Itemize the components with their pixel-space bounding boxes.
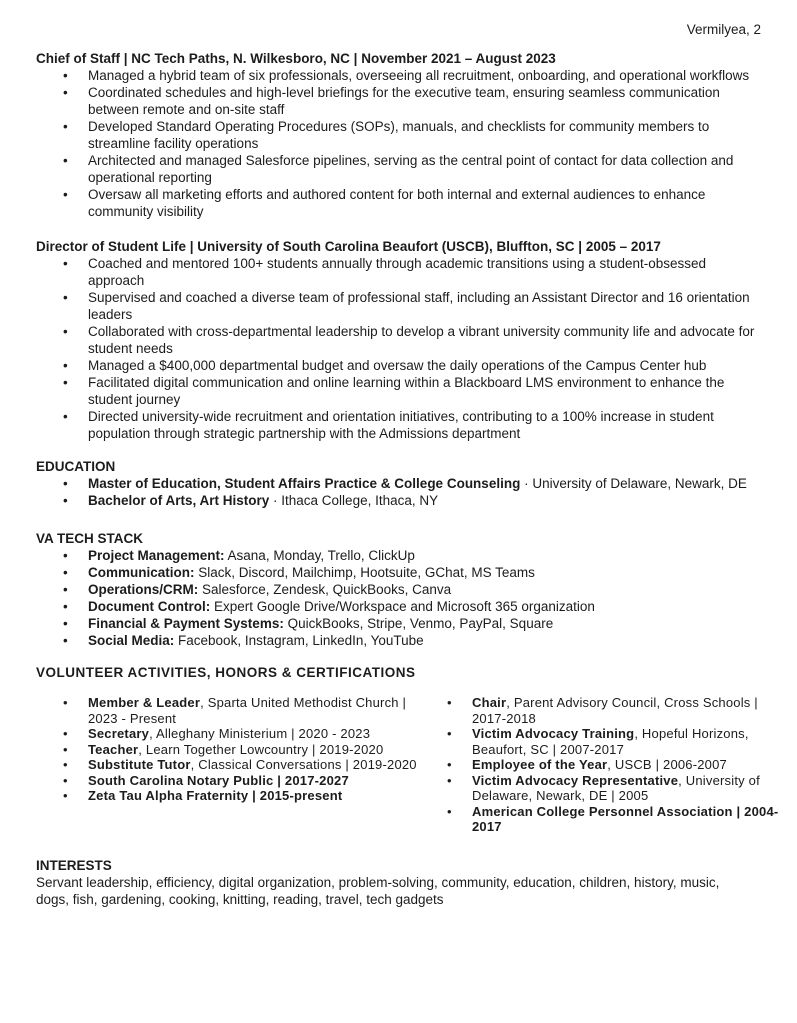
list-item (36, 615, 761, 632)
bullet-text: Developed Standard Operating Procedures (SOPs), manuals, and checklists for community members to streamline facility operations (88, 119, 710, 151)
bullet-text: Coordinated schedules and high-level briefings for the executive team, ensuring seamless communication between remote and on-site staff (88, 85, 720, 117)
list-item (36, 726, 420, 742)
bullet-icon (63, 615, 68, 632)
tech-category: Document Control: (88, 599, 211, 614)
role-detail: , Learn Together Lowcountry | 2019-2020 (138, 741, 384, 757)
list-item (36, 84, 761, 118)
list-item (36, 408, 761, 442)
tech-category: Operations/CRM: (88, 582, 199, 597)
section-heading-interests: INTERESTS (36, 857, 112, 873)
bullet-icon (63, 67, 68, 84)
tech-category: Project Management: (88, 548, 225, 563)
bullet-text: Directed university-wide recruitment and orientation initiatives, contributing to a 100% increase in student population through strategic partnership with the Admissions department (88, 409, 714, 441)
tech-category: Social Media: (88, 633, 175, 648)
role-detail: , Parent Advisory Council, Cross Schools | 2017-2018 (472, 695, 758, 726)
list-item (420, 773, 787, 804)
list-item (36, 695, 420, 726)
list-item (36, 67, 761, 84)
section-heading-education: EDUCATION (36, 459, 116, 474)
bullet-icon (63, 695, 68, 711)
list-item (36, 564, 761, 581)
tech-tools: Slack, Discord, Mailchimp, Hootsuite, GChat, MS Teams (194, 565, 535, 580)
bullet-icon (63, 186, 68, 203)
bullet-icon (63, 726, 68, 742)
role-name: Secretary (88, 726, 150, 741)
role-detail: , Sparta United Methodist Church | 2023 - Present (88, 695, 407, 726)
list-item (36, 118, 761, 152)
list-item (36, 773, 420, 789)
experience-entry-director-student-life (36, 238, 761, 442)
list-item (36, 255, 761, 289)
volunteer-section (36, 664, 779, 835)
bullet-icon (63, 757, 68, 773)
volunteer-left-column (36, 695, 420, 835)
list-item (36, 289, 761, 323)
list-item (36, 152, 761, 186)
bullet-icon (447, 773, 452, 789)
tech-stack-list (36, 547, 761, 649)
experience-entry-chief-of-staff (36, 50, 761, 220)
bullet-text: Supervised and coached a diverse team of professional staff, including an Assistant Director and 16 orientation leaders (88, 290, 750, 322)
degree-detail: · Ithaca College, Ithaca, NY (269, 493, 439, 508)
volunteer-two-column-list (36, 695, 787, 835)
list-item (36, 475, 761, 492)
list-item (36, 757, 420, 773)
list-item (36, 357, 761, 374)
bullet-text: Architected and managed Salesforce pipelines, serving as the central point of contact for data collection and operational reporting (88, 153, 734, 185)
job-title: Chief of Staff | NC Tech Paths, N. Wilkesboro, NC | November 2021 – August 2023 (36, 51, 556, 66)
section-heading-volunteer: VOLUNTEER ACTIVITIES, HONORS & CERTIFICATIONS (36, 665, 416, 680)
bullet-icon (63, 323, 68, 340)
bullet-icon (63, 598, 68, 615)
role-name: Teacher (88, 741, 139, 757)
role-name: Victim Advocacy Training (472, 726, 635, 741)
bullet-icon (63, 118, 68, 135)
tech-tools: Salesforce, Zendesk, QuickBooks, Canva (198, 582, 452, 597)
job-title: Director of Student Life | University of South Carolina Beaufort (USCB), Bluffton, SC | 2005 – 2017 (36, 239, 661, 254)
bullet-text: Collaborated with cross-departmental leadership to develop a vibrant university community life and advocate for student needs (88, 324, 755, 356)
tech-tools: Expert Google Drive/Workspace and Microsoft 365 organization (210, 599, 595, 614)
education-section (36, 458, 761, 509)
list-item (36, 547, 761, 564)
bullet-icon (447, 804, 452, 820)
job-bullet-list (36, 67, 761, 220)
bullet-icon (63, 475, 68, 492)
role-name: Chair (472, 695, 507, 710)
bullet-icon (63, 547, 68, 564)
list-item (420, 757, 787, 773)
section-heading-tech-stack: VA TECH STACK (36, 531, 143, 546)
role-detail: , Hopeful Horizons, Beaufort, SC | 2007-2017 (472, 726, 749, 757)
bullet-icon (447, 695, 452, 711)
bullet-icon (63, 788, 68, 804)
role-name: Member & Leader (88, 695, 201, 710)
bullet-icon (63, 742, 68, 758)
bullet-icon (63, 84, 68, 101)
role-name: Substitute Tutor (88, 757, 191, 772)
list-item (420, 726, 787, 757)
degree-name: Bachelor of Arts, Art History (88, 493, 270, 508)
bullet-icon (63, 492, 68, 509)
bullet-text: Coached and mentored 100+ students annually through academic transitions using a student-obsessed approach (88, 256, 707, 288)
list-item (36, 374, 761, 408)
bullet-icon (63, 564, 68, 581)
interests-section (36, 857, 761, 908)
degree-name: Master of Education, Student Affairs Practice & College Counseling (88, 476, 521, 491)
interests-text: Servant leadership, efficiency, digital organization, problem-solving, community, education, children, history, music, dogs, fish, gardening, cooking, knitting, reading, travel, tech gadgets (36, 874, 720, 907)
role-name: Zeta Tau Alpha Fraternity | 2015-present (88, 788, 343, 803)
volunteer-right-column (420, 695, 787, 835)
bullet-icon (63, 255, 68, 272)
list-item (36, 492, 761, 509)
list-item (36, 788, 420, 804)
list-item (36, 581, 761, 598)
bullet-text: Managed a hybrid team of six professionals, overseeing all recruitment, onboarding, and operational workflows (88, 68, 750, 83)
bullet-icon (63, 374, 68, 391)
bullet-icon (63, 581, 68, 598)
role-detail: , USCB | 2006-2007 (607, 757, 727, 772)
bullet-text: Oversaw all marketing efforts and authored content for both internal and external audiences to enhance community visibility (88, 187, 706, 219)
list-item (36, 323, 761, 357)
role-detail: , Classical Conversations | 2019-2020 (190, 757, 417, 772)
role-name: American College Personnel Association | 2004-2017 (472, 803, 779, 834)
list-item (420, 695, 787, 726)
job-bullet-list (36, 255, 761, 442)
bullet-icon (63, 289, 68, 306)
role-name: Victim Advocacy Representative (472, 772, 679, 788)
role-name: South Carolina Notary Public | 2017-2027 (88, 772, 349, 788)
list-item (420, 804, 787, 835)
role-name: Employee of the Year (472, 757, 608, 772)
bullet-icon (63, 632, 68, 649)
education-list (36, 475, 761, 509)
bullet-text: Facilitated digital communication and online learning within a Blackboard LMS environment to enhance the student journey (88, 375, 725, 407)
list-item (36, 632, 761, 649)
list-item (36, 742, 420, 758)
role-detail: , University of Delaware, Newark, DE | 2005 (472, 772, 760, 803)
tech-tools: QuickBooks, Stripe, Venmo, PayPal, Square (283, 616, 554, 631)
bullet-icon (63, 357, 68, 374)
tech-tools: Asana, Monday, Trello, ClickUp (224, 548, 415, 563)
tech-stack-section (36, 530, 761, 649)
role-detail: , Alleghany Ministerium | 2020 - 2023 (149, 726, 371, 741)
list-item (36, 598, 761, 615)
bullet-text: Managed a $400,000 departmental budget and oversaw the daily operations of the Campus Center hub (88, 358, 707, 373)
list-item (36, 186, 761, 220)
bullet-icon (447, 757, 452, 773)
bullet-icon (63, 773, 68, 789)
tech-category: Communication: (88, 565, 195, 580)
bullet-icon (447, 726, 452, 742)
tech-tools: Facebook, Instagram, LinkedIn, YouTube (174, 633, 424, 648)
degree-detail: · University of Delaware, Newark, DE (520, 476, 747, 491)
bullet-icon (63, 408, 68, 425)
page-header-name: Vermilyea, 2 (686, 22, 761, 37)
tech-category: Financial & Payment Systems: (88, 616, 284, 631)
bullet-icon (63, 152, 68, 169)
